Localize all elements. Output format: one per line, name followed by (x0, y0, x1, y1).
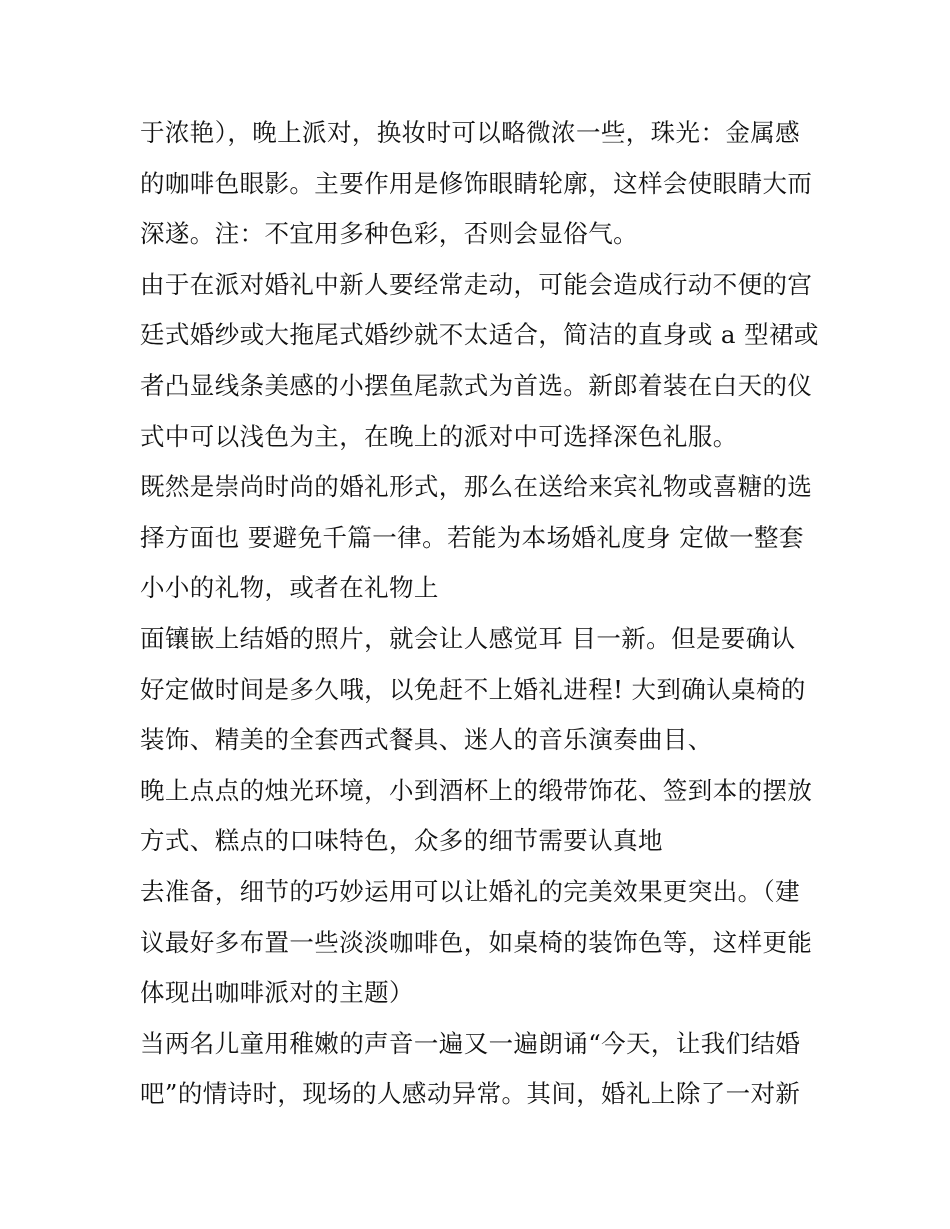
text-line: 装饰、精美的全套西式餐具、迷人的音乐演奏曲目、 (140, 725, 713, 755)
text-line: 晚上点点的烛光环境，小到酒杯上的缎带饰花、签到本的摆放 (140, 775, 813, 805)
text-line: 式中可以浅色为主，在晚上的派对中可选择深色礼服。 (140, 421, 738, 451)
text-line: 于浓艳），晚上派对，换妆时可以略微浓一些，珠光：金属感 (140, 118, 801, 147)
text-line: 当两名儿童用稚嫩的声音一遍又一遍朗诵“今天，让我们结婚 (140, 1028, 801, 1058)
text-line: 体现出咖啡派对的主题） (140, 978, 414, 1008)
text-line: 者凸显线条美感的小摆鱼尾款式为首选。新郎着装在白天的仪 (140, 370, 813, 400)
text-line: 小小的礼物，或者在礼物上 (140, 573, 439, 603)
text-line: 既然是崇尚时尚的婚礼形式，那么在送给来宾礼物或喜糖的选 (140, 472, 813, 502)
text-line: 面镶嵌上结婚的照片，就会让人感觉耳 目一新。但是要确认 (140, 623, 796, 653)
text-line: 的咖啡色眼影。主要作用是修饰眼睛轮廓，这样会使眼睛大而 (140, 168, 813, 198)
text-line: 去准备，细节的巧妙运用可以让婚礼的完美效果更突出。（建 (140, 876, 801, 906)
text-line: 廷式婚纱或大拖尾式婚纱就不太适合，简洁的直身或 a 型裙或 (140, 320, 819, 350)
body-text (140, 108, 830, 1120)
text-line: 择方面也 要避免千篇一律。若能为本场婚礼度身 定做一整套 (140, 522, 804, 552)
text-line: 深遂。注：不宜用多种色彩，否则会显俗气。 (140, 219, 638, 249)
text-line: 由于在派对婚礼中新人要经常走动，可能会造成行动不便的宫 (140, 269, 813, 299)
text-line: 吧”的情诗时，现场的人感动异常。其间，婚礼上除了一对新 (140, 1079, 801, 1109)
text-line: 好定做时间是多久哦，以免赶不上婚礼进程! 大到确认桌椅的 (140, 674, 806, 704)
text-line: 议最好多布置一些淡淡咖啡色，如桌椅的装饰色等，这样更能 (140, 927, 813, 957)
text-line: 方式、糕点的口味特色，众多的细节需要认真地 (140, 826, 663, 856)
